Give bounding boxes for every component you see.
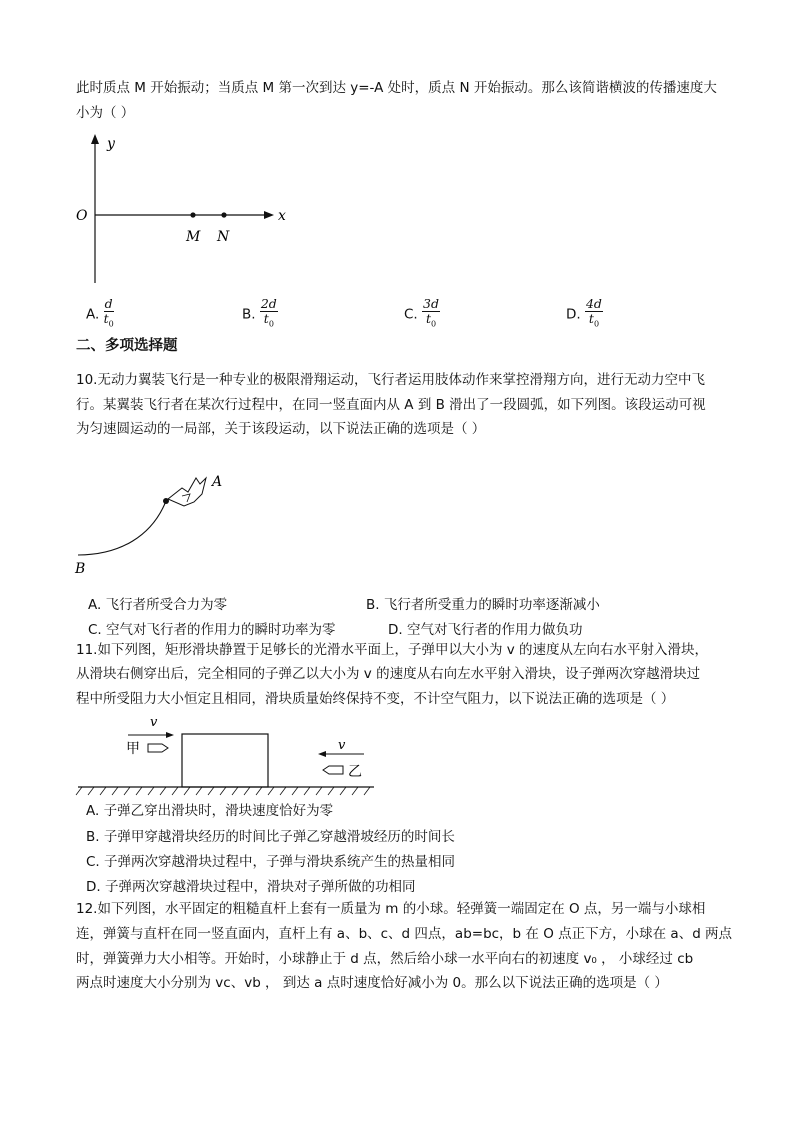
q9-option-c[interactable] <box>404 297 440 332</box>
q10-option-c[interactable]: C. 空气对飞行者的作用力的瞬时功率为零 <box>88 622 336 638</box>
bullet-jia-label: 甲 <box>126 741 140 757</box>
q10-text-line1: 10.无动力翼装飞行是一种专业的极限滑翔运动，飞行者运用肢体动作来掌控滑翔方向，进行无动力空中飞 <box>76 372 705 388</box>
q11-text-line3: 程中所受阻力大小恒定且相同，滑块质量始终保持不变，不计空气阻力，以下说法正确的选项是（ ） <box>76 691 675 707</box>
fraction: $\frac{4d}{t_0}$ <box>585 296 602 329</box>
ground-hatch <box>76 787 370 795</box>
q10-option-a[interactable]: A. 飞行者所受合力为零 <box>88 597 228 613</box>
bullet-yi-shape <box>323 766 343 774</box>
point-n-label: N <box>217 229 230 245</box>
q9-text-line2: 小为（ ） <box>76 105 135 121</box>
point-m-label: M <box>186 229 201 245</box>
q11-option-a[interactable]: A. 子弹乙穿出滑块时，滑块速度恰好为零 <box>86 803 334 819</box>
q12-text-line4: 两点时速度大小分别为 vc、vb ， 到达 a 点时速度恰好减小为 0。那么以下说法正确的选项是（ ） <box>76 975 668 991</box>
q9-option-a[interactable] <box>86 297 114 332</box>
block-rect <box>182 734 268 787</box>
q12-text-line2: 连，弹簧与直杆在同一竖直面内，直杆上有 a、b、c、d 四点，ab=bc，b 在 O 点正下方，小球在 a、d 两点 <box>76 926 733 942</box>
option-letter: C. <box>404 306 418 323</box>
q11-text-line1: 11.如下列图，矩形滑块静置于足够长的光滑水平面上，子弹甲以大小为 v 的速度从左向右水平射入滑块， <box>76 642 709 658</box>
bullet-yi-label: 乙 <box>348 764 362 780</box>
velocity-label-left: v <box>150 715 158 730</box>
point-a-label: A <box>212 474 223 490</box>
x-axis-label: x <box>278 208 286 224</box>
q10-text-line2: 行。某翼装飞行者在某次行过程中，在同一竖直面内从 A 到 B 滑出了一段圆弧，如下列图。该段运动可视 <box>76 397 706 413</box>
option-letter: B. <box>242 306 256 323</box>
bullet-jia-shape <box>148 744 168 752</box>
fraction: $\frac{3d}{t_0}$ <box>423 296 439 329</box>
q11-option-d[interactable]: D. 子弹两次穿越滑块过程中，滑块对子弹所做的功相同 <box>86 879 416 895</box>
fraction: $\frac{2d}{t_0}$ <box>260 296 277 329</box>
velocity-label-right: v <box>338 738 346 753</box>
q12-text-line1: 12.如下列图，水平固定的粗糙直杆上套有一质量为 m 的小球。轻弹簧一端固定在 O 点，另一端与小球相 <box>76 901 706 917</box>
point-n-dot <box>221 212 226 217</box>
origin-label: O <box>76 208 88 224</box>
q9-option-b[interactable] <box>242 297 278 332</box>
option-letter: D. <box>566 306 581 323</box>
q10-option-b[interactable]: B. 飞行者所受重力的瞬时功率逐渐减小 <box>366 597 600 613</box>
q11-option-c[interactable]: C. 子弹两次穿越滑块过程中，子弹与滑块系统产生的热量相同 <box>86 854 456 870</box>
y-axis-label: y <box>107 136 115 152</box>
q9-wave-axis-figure <box>70 130 300 290</box>
fraction: $\frac{d}{t_0}$ <box>103 296 114 329</box>
section-heading-multiple-choice: 二、多项选择题 <box>76 338 178 354</box>
point-b-label: B <box>75 561 86 577</box>
q12-text-line3: 时，弹簧弹力大小相等。开始时，小球静止于 d 点，然后给小球一水平向右的初速度 v₀ ， 小球经过 cb <box>76 951 694 967</box>
option-letter: A. <box>86 306 100 323</box>
q11-bullet-block-figure <box>70 710 380 798</box>
q10-option-d[interactable]: D. 空气对飞行者的作用力做负功 <box>388 622 583 638</box>
q11-option-b[interactable]: B. 子弹甲穿越滑块经历的时间比子弹乙穿越滑坡经历的时间长 <box>86 829 455 845</box>
point-m-dot <box>190 212 195 217</box>
q10-text-line3: 为匀速圆运动的一局部，关于该段运动，以下说法正确的选项是（ ） <box>76 421 486 437</box>
q11-text-line2: 从滑块右侧穿出后，完全相同的子弹乙以大小为 v 的速度从右向左水平射入滑块，设子弹两次穿越滑块过 <box>76 666 701 682</box>
q9-option-d[interactable] <box>566 297 603 332</box>
q9-text-line1: 此时质点 M 开始振动；当质点 M 第一次到达 y=-A 处时，质点 N 开始振动。那么该简谐横波的传播速度大 <box>76 80 717 96</box>
q10-arc-flyer-figure <box>70 466 240 578</box>
